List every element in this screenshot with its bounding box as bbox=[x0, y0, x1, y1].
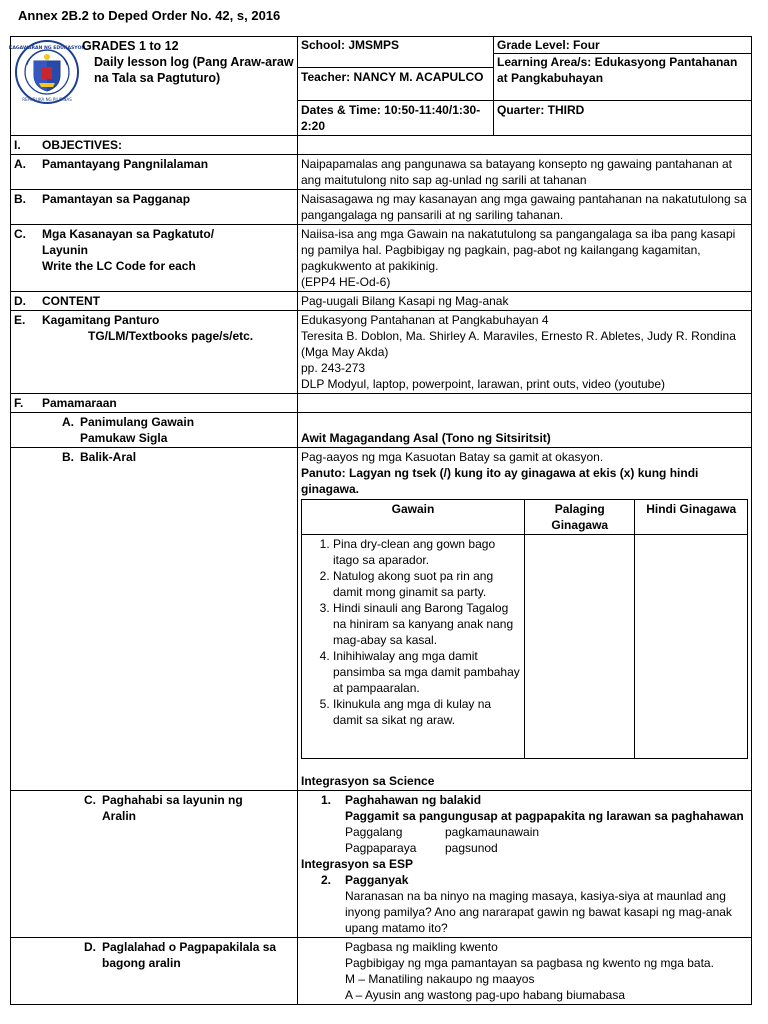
teacher-cell: Teacher: NANCY M. ACAPULCO bbox=[298, 68, 494, 101]
col-palaging: Palaging Ginagawa bbox=[525, 500, 635, 535]
header-left-cell bbox=[8, 37, 298, 136]
seal-text-top: KAGAWARAN NG EDUKASYON bbox=[8, 46, 86, 51]
presentation-label: D. Paglalahad o Pagpapakilala sa bagong aralin bbox=[11, 938, 298, 1005]
learning-competencies-label: C. Mga Kasanayan sa Pagkatuto/ Layunin Write the LC Code for each bbox=[11, 225, 298, 292]
esp-integration: Integrasyon sa ESP bbox=[301, 857, 414, 871]
col-hindi: Hindi Ginagawa bbox=[635, 500, 748, 535]
grades-title: GRADES 1 to 12 bbox=[82, 39, 179, 53]
science-integration: Integrasyon sa Science bbox=[301, 774, 435, 788]
dates-cell: Dates & Time: 10:50-11:40/1:30-2:20 bbox=[298, 101, 494, 136]
preliminary-label: A. Panimulang Gawain Pamukaw Sigla bbox=[11, 413, 298, 448]
list-item: 1. Pina dry-clean ang gown bago itago sa aparador. bbox=[333, 536, 521, 568]
content-standard-label: A. Pamantayang Pangnilalaman bbox=[11, 155, 298, 190]
learning-area: Learning Area/s: Edukasyong Pantahanan at Pangkabuhayan bbox=[497, 55, 738, 85]
objectives-heading: I. OBJECTIVES: bbox=[11, 136, 298, 155]
performance-standard-label: B. Pamantayan sa Pagganap bbox=[11, 190, 298, 225]
log-title: Daily lesson log (Pang Araw-araw na Tala sa Pagtuturo) bbox=[94, 55, 294, 85]
gawain-list-cell bbox=[302, 535, 525, 759]
lesson-log-table bbox=[10, 36, 752, 1005]
resources-text: Edukasyong Pantahanan at Pangkabuhayan 4 Teresita B. Doblon, Ma. Shirley A. Maraviles, Ernesto R. Abletes, Judy R. Rondina (Mga May Akda) pp. 243-273 DLP Modyul, laptop, powerpoint, larawan, print outs, video (youtube) bbox=[298, 311, 752, 394]
review-label: B. Balik-Aral bbox=[11, 448, 298, 791]
deped-seal-icon bbox=[8, 39, 86, 105]
quarter-cell: Quarter: THIRD bbox=[494, 101, 752, 136]
review-content: Pag-aayos ng mga Kasuotan Batay sa gamit at okasyon. Panuto: Lagyan ng tsek (/) kung ito ay ginagawa at ekis (x) kung hindi ginagawa. Gawain Palaging Ginagawa Hindi Ginagawa 1. Pina dry-clean ang gown bago itago sa aparador. 2. Natulog akong suot pa rin ang damit mong ginamit sa party. 3. Hindi sinauli ang Barong Tagalog na hiniram sa kanyang anak nang mag-abay sa kasal. 4. Inihihiwalay ang mga damit pansimba sa mga damit pambahay at pampaaralan. 5. Ikinukula ang mga di kulay na damit sa sikat ng araw. Integrasyon sa Science bbox=[298, 448, 752, 791]
list-item: 4. Inihihiwalay ang mga damit pansimba sa mga damit pambahay at pampaaralan. bbox=[333, 648, 521, 696]
list-item: 2. Natulog akong suot pa rin ang damit mong ginamit sa party. bbox=[333, 568, 521, 600]
hindi-answer-cell bbox=[635, 535, 748, 759]
performance-standard-text: Naisasagawa ng may kasanayan ang mga gawaing pantahanan na nakatutulong sa pangangalaga ng pansarili at ng sariling tahanan. bbox=[298, 190, 752, 225]
grade-level: Grade Level: Four bbox=[494, 37, 751, 54]
col-gawain: Gawain bbox=[302, 500, 525, 535]
school-cell: School: JMSMPS bbox=[298, 37, 494, 68]
grade-learning-cell bbox=[494, 37, 752, 101]
content-standard-text: Naipapamalas ang pangunawa sa batayang konsepto ng gawaing pantahanan at ang maitutulong nito sap ag-unlad ng sarili at tahanan bbox=[298, 155, 752, 190]
resources-label: E. Kagamitang Panturo TG/LM/Textbooks page/s/etc. bbox=[11, 311, 298, 394]
seal-text-bottom: REPUBLIKA NG PILIPINAS bbox=[22, 97, 72, 102]
annex-title: Annex 2B.2 to Deped Order No. 42, s, 2016 bbox=[18, 8, 281, 23]
list-item: 3. Hindi sinauli ang Barong Tagalog na hiniram sa kanyang anak nang mag-abay sa kasal. bbox=[333, 600, 521, 648]
content-label: D. CONTENT bbox=[11, 292, 298, 311]
presentation-content: Pagbasa ng maikling kwento Pagbibigay ng mga pamantayan sa pagbasa ng kwento ng mga bata. M – Manatiling nakaupo ng maayos A – Ayusin ang wastong pag-upo habang biumabasa bbox=[298, 938, 752, 1005]
palaging-answer-cell bbox=[525, 535, 635, 759]
preliminary-text: Awit Magagandang Asal (Tono ng Sitsiritsit) bbox=[298, 413, 752, 448]
content-text: Pag-uugali Bilang Kasapi ng Mag-anak bbox=[298, 292, 752, 311]
review-checklist-table bbox=[301, 499, 748, 759]
list-item: 5. Ikinukula ang mga di kulay na damit sa sikat ng araw. bbox=[333, 696, 521, 728]
procedure-heading: F. Pamamaraan bbox=[11, 394, 298, 413]
purpose-content: 1. Paghahawan ng balakid Paggamit sa pangungusap at pagpapakita ng larawan sa paghahawan Paggalang pagkamaunawain Pagpaparaya pagsunod Integrasyon sa ESP 2. Pagganyak Naranasan na ba ninyo na maging masaya, kasiya-siya at maunlad ang inyong pamilya? Ano ang nararapat gawin ng bawat kasapi ng mag-anak upang matamo ito? bbox=[298, 791, 752, 938]
learning-competencies-text: Naiisa-isa ang mga Gawain na nakatutulong sa pangangalaga sa iba pang kasapi ng pamilya hal. Pagbibigay ng pagkain, pag-abot ng kailangang kagamitan, pagkukwento at pakikinig. (EPP4 HE-Od-6) bbox=[298, 225, 752, 292]
purpose-label: C. Paghahabi sa layunin ng Aralin bbox=[11, 791, 298, 938]
